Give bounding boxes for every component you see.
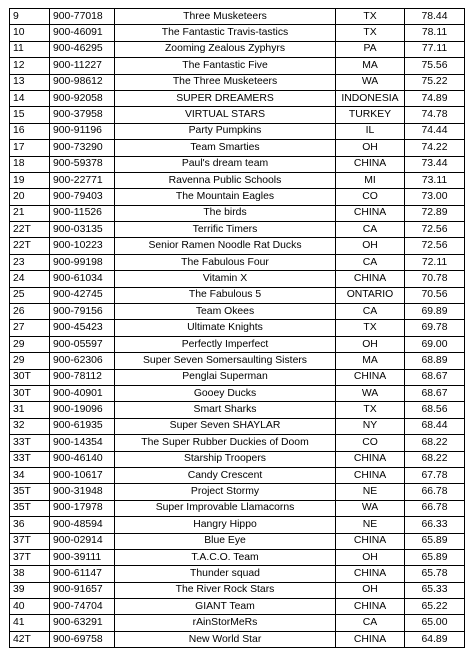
location-cell: IL [336, 123, 405, 139]
table-row [10, 58, 465, 74]
table-row [10, 353, 465, 369]
rank-cell: 21 [10, 205, 50, 221]
rank-cell: 10 [10, 25, 50, 41]
location-cell: NE [336, 517, 405, 533]
rank-cell: 12 [10, 58, 50, 74]
rank-cell: 15 [10, 107, 50, 123]
score-cell: 70.56 [405, 287, 465, 303]
score-cell: 73.00 [405, 189, 465, 205]
team-name-cell: The Three Musketeers [115, 74, 336, 90]
score-cell: 65.89 [405, 533, 465, 549]
table-row [10, 222, 465, 238]
team-number-cell: 900-77018 [50, 9, 115, 25]
team-number-cell: 900-40901 [50, 385, 115, 401]
location-cell: CA [336, 222, 405, 238]
team-number-cell: 900-11227 [50, 58, 115, 74]
team-name-cell: Party Pumpkins [115, 123, 336, 139]
team-name-cell: Three Musketeers [115, 9, 336, 25]
location-cell: CHINA [336, 631, 405, 647]
team-name-cell: Terrific Timers [115, 222, 336, 238]
team-number-cell: 900-91196 [50, 123, 115, 139]
team-name-cell: The Fabulous Four [115, 254, 336, 270]
score-cell: 78.11 [405, 25, 465, 41]
location-cell: CHINA [336, 369, 405, 385]
score-cell: 78.44 [405, 9, 465, 25]
score-cell: 69.89 [405, 304, 465, 320]
rank-cell: 16 [10, 123, 50, 139]
rank-cell: 31 [10, 402, 50, 418]
score-cell: 66.33 [405, 517, 465, 533]
table-row [10, 385, 465, 401]
team-number-cell: 900-79156 [50, 304, 115, 320]
rank-cell: 36 [10, 517, 50, 533]
table-row [10, 74, 465, 90]
location-cell: TX [336, 402, 405, 418]
location-cell: CO [336, 435, 405, 451]
rank-cell: 14 [10, 90, 50, 106]
score-cell: 66.78 [405, 500, 465, 516]
team-name-cell: Senior Ramen Noodle Rat Ducks [115, 238, 336, 254]
score-cell: 73.44 [405, 156, 465, 172]
table-row [10, 156, 465, 172]
score-cell: 68.44 [405, 418, 465, 434]
location-cell: CO [336, 189, 405, 205]
team-number-cell: 900-61935 [50, 418, 115, 434]
rank-cell: 20 [10, 189, 50, 205]
team-name-cell: Candy Crescent [115, 467, 336, 483]
rank-cell: 18 [10, 156, 50, 172]
team-name-cell: Ravenna Public Schools [115, 172, 336, 188]
table-row [10, 172, 465, 188]
rank-cell: 13 [10, 74, 50, 90]
location-cell: CHINA [336, 205, 405, 221]
team-name-cell: Gooey Ducks [115, 385, 336, 401]
rank-cell: 34 [10, 467, 50, 483]
score-cell: 65.00 [405, 615, 465, 631]
table-row [10, 615, 465, 631]
team-name-cell: VIRTUAL STARS [115, 107, 336, 123]
location-cell: CHINA [336, 566, 405, 582]
table-row [10, 336, 465, 352]
location-cell: TURKEY [336, 107, 405, 123]
table-row [10, 517, 465, 533]
score-cell: 73.11 [405, 172, 465, 188]
rank-cell: 26 [10, 304, 50, 320]
score-cell: 68.22 [405, 451, 465, 467]
score-cell: 74.22 [405, 140, 465, 156]
location-cell: OH [336, 140, 405, 156]
team-name-cell: New World Star [115, 631, 336, 647]
team-number-cell: 900-42745 [50, 287, 115, 303]
team-name-cell: Starship Troopers [115, 451, 336, 467]
team-name-cell: Team Smarties [115, 140, 336, 156]
rank-cell: 35T [10, 484, 50, 500]
team-name-cell: Penglai Superman [115, 369, 336, 385]
team-number-cell: 900-45423 [50, 320, 115, 336]
team-number-cell: 900-59378 [50, 156, 115, 172]
table-row [10, 320, 465, 336]
location-cell: MI [336, 172, 405, 188]
score-cell: 69.78 [405, 320, 465, 336]
location-cell: CHINA [336, 271, 405, 287]
location-cell: WA [336, 74, 405, 90]
score-cell: 75.56 [405, 58, 465, 74]
team-number-cell: 900-03135 [50, 222, 115, 238]
team-name-cell: Vitamin X [115, 271, 336, 287]
team-name-cell: The Fantastic Five [115, 58, 336, 74]
score-cell: 65.33 [405, 582, 465, 598]
team-number-cell: 900-37958 [50, 107, 115, 123]
team-name-cell: Zooming Zealous Zyphyrs [115, 41, 336, 57]
table-row [10, 435, 465, 451]
location-cell: OH [336, 238, 405, 254]
team-number-cell: 900-31948 [50, 484, 115, 500]
team-name-cell: Smart Sharks [115, 402, 336, 418]
team-number-cell: 900-39111 [50, 549, 115, 565]
table-row [10, 107, 465, 123]
location-cell: TX [336, 25, 405, 41]
team-number-cell: 900-10617 [50, 467, 115, 483]
score-cell: 72.11 [405, 254, 465, 270]
score-cell: 65.78 [405, 566, 465, 582]
score-cell: 74.44 [405, 123, 465, 139]
table-row [10, 287, 465, 303]
team-number-cell: 900-74704 [50, 599, 115, 615]
location-cell: MA [336, 58, 405, 74]
team-name-cell: The Mountain Eagles [115, 189, 336, 205]
location-cell: OH [336, 336, 405, 352]
team-number-cell: 900-69758 [50, 631, 115, 647]
team-name-cell: rAinStorMeRs [115, 615, 336, 631]
table-row [10, 254, 465, 270]
team-number-cell: 900-73290 [50, 140, 115, 156]
team-number-cell: 900-46295 [50, 41, 115, 57]
team-number-cell: 900-05597 [50, 336, 115, 352]
rank-cell: 35T [10, 500, 50, 516]
score-cell: 69.00 [405, 336, 465, 352]
rank-cell: 29 [10, 336, 50, 352]
team-number-cell: 900-11526 [50, 205, 115, 221]
table-row [10, 631, 465, 647]
table-row [10, 582, 465, 598]
table-row [10, 467, 465, 483]
rank-cell: 17 [10, 140, 50, 156]
results-table [9, 8, 465, 648]
rank-cell: 30T [10, 385, 50, 401]
table-row [10, 25, 465, 41]
rank-cell: 22T [10, 222, 50, 238]
team-name-cell: Team Okees [115, 304, 336, 320]
location-cell: TX [336, 9, 405, 25]
table-row [10, 418, 465, 434]
location-cell: ONTARIO [336, 287, 405, 303]
score-cell: 68.56 [405, 402, 465, 418]
table-row [10, 402, 465, 418]
rank-cell: 32 [10, 418, 50, 434]
table-row [10, 140, 465, 156]
score-cell: 72.56 [405, 222, 465, 238]
rank-cell: 33T [10, 435, 50, 451]
team-number-cell: 900-19096 [50, 402, 115, 418]
score-cell: 72.89 [405, 205, 465, 221]
team-number-cell: 900-63291 [50, 615, 115, 631]
score-cell: 66.78 [405, 484, 465, 500]
location-cell: INDONESIA [336, 90, 405, 106]
team-name-cell: Blue Eye [115, 533, 336, 549]
team-number-cell: 900-79403 [50, 189, 115, 205]
table-row [10, 271, 465, 287]
team-name-cell: Thunder squad [115, 566, 336, 582]
team-number-cell: 900-61147 [50, 566, 115, 582]
team-name-cell: T.A.C.O. Team [115, 549, 336, 565]
rank-cell: 24 [10, 271, 50, 287]
team-name-cell: Super Seven Somersaulting Sisters [115, 353, 336, 369]
table-row [10, 205, 465, 221]
location-cell: CA [336, 254, 405, 270]
score-cell: 77.11 [405, 41, 465, 57]
location-cell: CHINA [336, 451, 405, 467]
team-number-cell: 900-02914 [50, 533, 115, 549]
rank-cell: 22T [10, 238, 50, 254]
team-name-cell: Project Stormy [115, 484, 336, 500]
team-name-cell: Super Seven SHAYLAR [115, 418, 336, 434]
rank-cell: 23 [10, 254, 50, 270]
score-cell: 65.89 [405, 549, 465, 565]
table-row [10, 369, 465, 385]
table-row [10, 189, 465, 205]
team-number-cell: 900-78112 [50, 369, 115, 385]
score-cell: 65.22 [405, 599, 465, 615]
score-cell: 68.67 [405, 369, 465, 385]
rank-cell: 38 [10, 566, 50, 582]
team-name-cell: Ultimate Knights [115, 320, 336, 336]
team-number-cell: 900-46140 [50, 451, 115, 467]
location-cell: OH [336, 549, 405, 565]
location-cell: WA [336, 385, 405, 401]
rank-cell: 41 [10, 615, 50, 631]
location-cell: OH [336, 582, 405, 598]
team-name-cell: The Super Rubber Duckies of Doom [115, 435, 336, 451]
table-row [10, 9, 465, 25]
table-row [10, 123, 465, 139]
team-name-cell: The Fantastic Travis-tastics [115, 25, 336, 41]
score-cell: 72.56 [405, 238, 465, 254]
rank-cell: 42T [10, 631, 50, 647]
team-number-cell: 900-91657 [50, 582, 115, 598]
table-row [10, 90, 465, 106]
rank-cell: 39 [10, 582, 50, 598]
score-cell: 70.78 [405, 271, 465, 287]
location-cell: CHINA [336, 599, 405, 615]
rank-cell: 37T [10, 533, 50, 549]
rank-cell: 25 [10, 287, 50, 303]
team-name-cell: Paul's dream team [115, 156, 336, 172]
rank-cell: 11 [10, 41, 50, 57]
team-number-cell: 900-10223 [50, 238, 115, 254]
team-number-cell: 900-48594 [50, 517, 115, 533]
score-cell: 75.22 [405, 74, 465, 90]
rank-cell: 9 [10, 9, 50, 25]
location-cell: PA [336, 41, 405, 57]
score-cell: 68.67 [405, 385, 465, 401]
table-row [10, 566, 465, 582]
team-name-cell: Perfectly Imperfect [115, 336, 336, 352]
team-number-cell: 900-22771 [50, 172, 115, 188]
table-row [10, 599, 465, 615]
location-cell: WA [336, 500, 405, 516]
rank-cell: 19 [10, 172, 50, 188]
rank-cell: 33T [10, 451, 50, 467]
team-number-cell: 900-14354 [50, 435, 115, 451]
score-cell: 68.89 [405, 353, 465, 369]
score-cell: 74.89 [405, 90, 465, 106]
table-row [10, 549, 465, 565]
team-number-cell: 900-99198 [50, 254, 115, 270]
table-row [10, 41, 465, 57]
rank-cell: 30T [10, 369, 50, 385]
team-number-cell: 900-61034 [50, 271, 115, 287]
location-cell: CHINA [336, 533, 405, 549]
team-name-cell: The Fabulous 5 [115, 287, 336, 303]
location-cell: CA [336, 615, 405, 631]
rank-cell: 29 [10, 353, 50, 369]
table-row [10, 451, 465, 467]
team-name-cell: SUPER DREAMERS [115, 90, 336, 106]
team-name-cell: The birds [115, 205, 336, 221]
location-cell: CHINA [336, 156, 405, 172]
score-cell: 68.22 [405, 435, 465, 451]
score-cell: 67.78 [405, 467, 465, 483]
team-name-cell: The River Rock Stars [115, 582, 336, 598]
team-number-cell: 900-92058 [50, 90, 115, 106]
team-number-cell: 900-98612 [50, 74, 115, 90]
location-cell: NE [336, 484, 405, 500]
location-cell: CHINA [336, 467, 405, 483]
results-table-body [10, 9, 465, 648]
score-cell: 64.89 [405, 631, 465, 647]
table-row [10, 484, 465, 500]
rank-cell: 27 [10, 320, 50, 336]
team-number-cell: 900-46091 [50, 25, 115, 41]
location-cell: NY [336, 418, 405, 434]
team-name-cell: Super Improvable Llamacorns [115, 500, 336, 516]
table-row [10, 238, 465, 254]
table-row [10, 500, 465, 516]
location-cell: TX [336, 320, 405, 336]
team-number-cell: 900-17978 [50, 500, 115, 516]
score-cell: 74.78 [405, 107, 465, 123]
table-row [10, 304, 465, 320]
team-name-cell: GIANT Team [115, 599, 336, 615]
rank-cell: 40 [10, 599, 50, 615]
rank-cell: 37T [10, 549, 50, 565]
team-name-cell: Hangry Hippo [115, 517, 336, 533]
location-cell: MA [336, 353, 405, 369]
team-number-cell: 900-62306 [50, 353, 115, 369]
table-row [10, 533, 465, 549]
location-cell: CA [336, 304, 405, 320]
